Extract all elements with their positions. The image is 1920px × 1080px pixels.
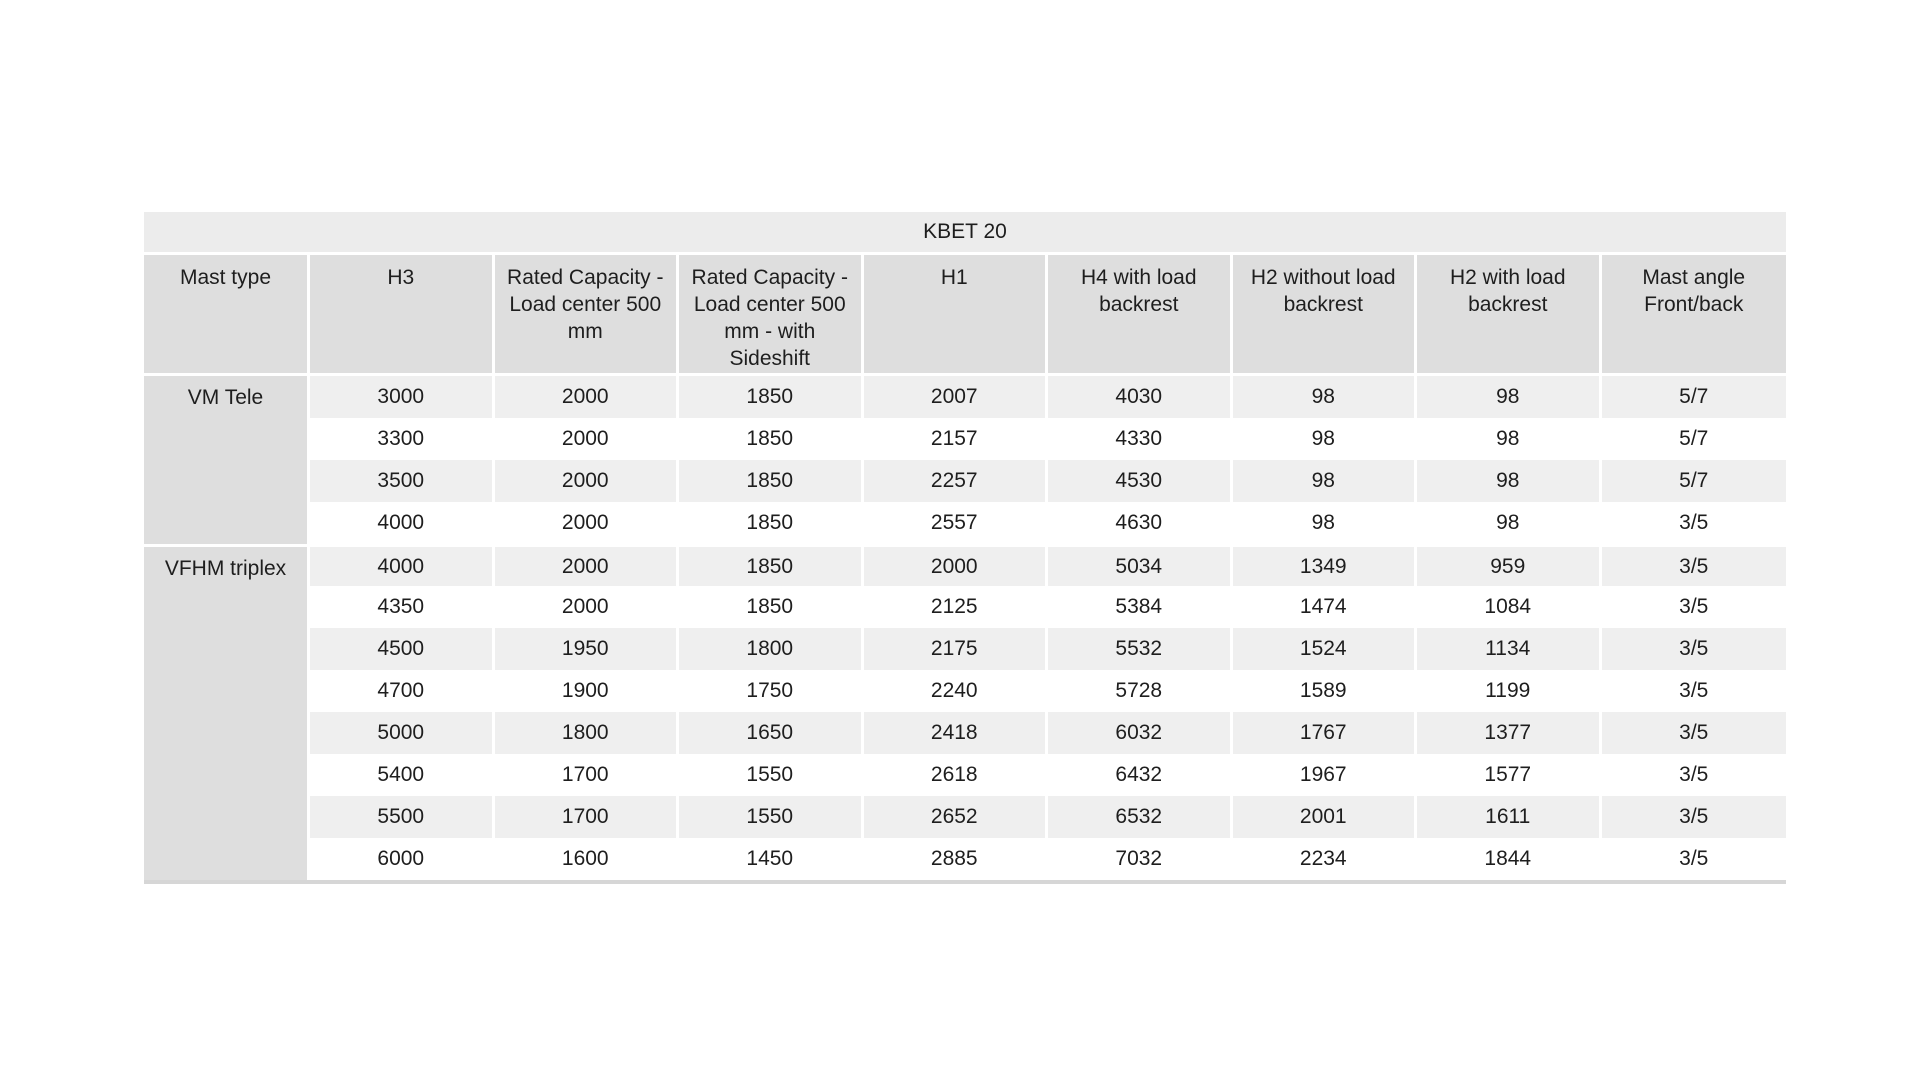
table-cell: 98 [1417, 418, 1602, 460]
table-cell: 4030 [1048, 376, 1233, 418]
table-cell: 6432 [1048, 754, 1233, 796]
table-cell: 2240 [864, 670, 1049, 712]
table-cell: 1800 [679, 628, 864, 670]
table-cell: 98 [1233, 376, 1418, 418]
column-header: H1 [864, 255, 1049, 376]
table-cell: 1611 [1417, 796, 1602, 838]
table-title: KBET 20 [144, 212, 1786, 255]
table-cell: 4500 [310, 628, 495, 670]
table-cell: 1967 [1233, 754, 1418, 796]
table-cell: 3/5 [1602, 838, 1787, 880]
table-cell: 5400 [310, 754, 495, 796]
table-cell: 98 [1417, 502, 1602, 544]
table-cell: 2000 [864, 544, 1049, 586]
table-cell: 1650 [679, 712, 864, 754]
table-cell: 3/5 [1602, 670, 1787, 712]
table-cell: 1750 [679, 670, 864, 712]
table-cell: 2000 [495, 502, 680, 544]
table-cell: 5000 [310, 712, 495, 754]
table-cell: 6000 [310, 838, 495, 880]
table-cell: 5034 [1048, 544, 1233, 586]
table-cell: 1800 [495, 712, 680, 754]
column-header: Rated Capacity - Load center 500 mm - with Sideshift [679, 255, 864, 376]
table-cell: 4630 [1048, 502, 1233, 544]
table-cell: 2618 [864, 754, 1049, 796]
table-cell: 2000 [495, 460, 680, 502]
table-cell: 1474 [1233, 586, 1418, 628]
table-cell: 1450 [679, 838, 864, 880]
table-row [144, 586, 1786, 628]
table-cell: 2000 [495, 376, 680, 418]
table-cell: 98 [1233, 460, 1418, 502]
table-cell: 98 [1417, 460, 1602, 502]
table-cell: 4350 [310, 586, 495, 628]
table-cell: 3/5 [1602, 502, 1787, 544]
table-cell: 2157 [864, 418, 1049, 460]
table-cell: 1850 [679, 586, 864, 628]
table-cell: 1550 [679, 754, 864, 796]
table-cell: 1950 [495, 628, 680, 670]
table-cell: 2257 [864, 460, 1049, 502]
table-cell: 2000 [495, 586, 680, 628]
header-row [144, 255, 1786, 376]
table-cell: 1850 [679, 544, 864, 586]
table-cell: 2000 [495, 418, 680, 460]
table-cell: 1524 [1233, 628, 1418, 670]
column-header: H2 with load backrest [1417, 255, 1602, 376]
spec-table [144, 212, 1786, 880]
table-cell: 5500 [310, 796, 495, 838]
table-cell: 3/5 [1602, 628, 1787, 670]
table-cell: 2000 [495, 544, 680, 586]
table-cell: 1084 [1417, 586, 1602, 628]
table-cell: 5/7 [1602, 376, 1787, 418]
table-cell: 4530 [1048, 460, 1233, 502]
table-cell: 1700 [495, 754, 680, 796]
table-cell: 3/5 [1602, 796, 1787, 838]
table-cell: 2885 [864, 838, 1049, 880]
mast-type-cell: VFHM triplex [144, 544, 310, 880]
column-header: Mast type [144, 255, 310, 376]
column-header: Rated Capacity - Load center 500 mm [495, 255, 680, 376]
table-row [144, 712, 1786, 754]
table-cell: 2234 [1233, 838, 1418, 880]
column-header: H4 with load backrest [1048, 255, 1233, 376]
table-cell: 1349 [1233, 544, 1418, 586]
column-header: Mast angle Front/back [1602, 255, 1787, 376]
table-cell: 1700 [495, 796, 680, 838]
table-cell: 4700 [310, 670, 495, 712]
table-cell: 1850 [679, 460, 864, 502]
table-cell: 3/5 [1602, 754, 1787, 796]
table-cell: 1850 [679, 376, 864, 418]
table-body [144, 376, 1786, 880]
table-row [144, 796, 1786, 838]
table-cell: 2557 [864, 502, 1049, 544]
table-cell: 5/7 [1602, 460, 1787, 502]
table-row [144, 670, 1786, 712]
table-cell: 3300 [310, 418, 495, 460]
table-cell: 5384 [1048, 586, 1233, 628]
table-cell: 98 [1233, 502, 1418, 544]
table-cell: 1577 [1417, 754, 1602, 796]
table-cell: 3000 [310, 376, 495, 418]
table-cell: 4000 [310, 502, 495, 544]
table-cell: 6032 [1048, 712, 1233, 754]
table-cell: 2418 [864, 712, 1049, 754]
table-cell: 2175 [864, 628, 1049, 670]
table-cell: 2125 [864, 586, 1049, 628]
table-cell: 98 [1417, 376, 1602, 418]
table-cell: 2652 [864, 796, 1049, 838]
table-cell: 1767 [1233, 712, 1418, 754]
table-cell: 4000 [310, 544, 495, 586]
table-cell: 98 [1233, 418, 1418, 460]
table-cell: 2007 [864, 376, 1049, 418]
table-row [144, 376, 1786, 418]
table-cell: 1844 [1417, 838, 1602, 880]
table-cell: 1850 [679, 502, 864, 544]
table-row [144, 502, 1786, 544]
table-row [144, 460, 1786, 502]
table-cell: 5/7 [1602, 418, 1787, 460]
table-cell: 1550 [679, 796, 864, 838]
table-bottom-rule [144, 880, 1786, 884]
table-cell: 5728 [1048, 670, 1233, 712]
table-cell: 1134 [1417, 628, 1602, 670]
table-cell: 959 [1417, 544, 1602, 586]
table-cell: 1377 [1417, 712, 1602, 754]
mast-type-cell: VM Tele [144, 376, 310, 544]
table-row [144, 838, 1786, 880]
table-cell: 1900 [495, 670, 680, 712]
table-cell: 5532 [1048, 628, 1233, 670]
table-cell: 1600 [495, 838, 680, 880]
table-cell: 3500 [310, 460, 495, 502]
column-header: H2 without load backrest [1233, 255, 1418, 376]
table-cell: 1199 [1417, 670, 1602, 712]
table-row [144, 544, 1786, 586]
column-header: H3 [310, 255, 495, 376]
table-cell: 2001 [1233, 796, 1418, 838]
table-row [144, 628, 1786, 670]
table-cell: 3/5 [1602, 544, 1787, 586]
table-row [144, 754, 1786, 796]
spec-table-container [144, 212, 1786, 884]
table-cell: 6532 [1048, 796, 1233, 838]
table-cell: 1850 [679, 418, 864, 460]
table-row [144, 418, 1786, 460]
table-cell: 1589 [1233, 670, 1418, 712]
table-cell: 4330 [1048, 418, 1233, 460]
table-cell: 3/5 [1602, 586, 1787, 628]
table-cell: 7032 [1048, 838, 1233, 880]
table-cell: 3/5 [1602, 712, 1787, 754]
